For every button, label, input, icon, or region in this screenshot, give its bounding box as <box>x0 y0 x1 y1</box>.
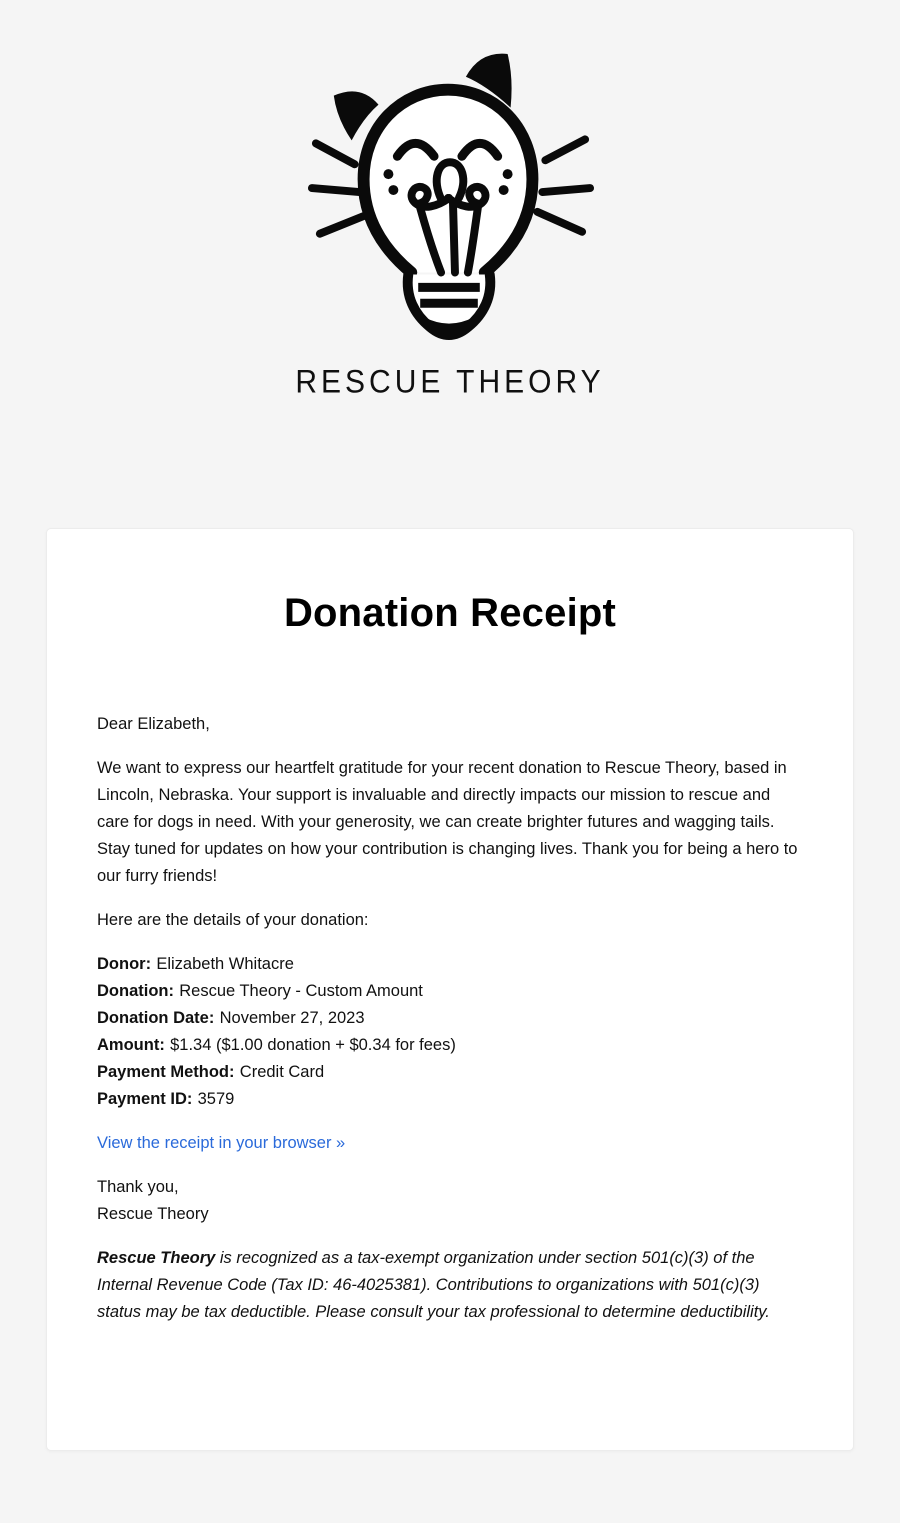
detail-row-donor <box>97 951 803 978</box>
details-intro: Here are the details of your donation: <box>97 911 369 929</box>
detail-value: Credit Card <box>239 1063 325 1081</box>
detail-value: November 27, 2023 <box>219 1009 365 1027</box>
logo-block <box>0 0 900 400</box>
detail-label: Payment Method: <box>97 1063 235 1081</box>
detail-row-payment-method <box>97 1059 803 1086</box>
donation-details <box>97 951 803 1113</box>
detail-label: Amount: <box>97 1036 165 1054</box>
detail-row-donation-date <box>97 1005 803 1032</box>
detail-label: Donor: <box>97 955 152 973</box>
closing <box>97 1174 803 1228</box>
detail-row-donation <box>97 978 803 1005</box>
tax-disclaimer-org-name: Rescue Theory <box>97 1249 216 1267</box>
detail-label: Donation Date: <box>97 1009 215 1027</box>
view-receipt-link[interactable]: View the receipt in your browser » <box>97 1134 346 1152</box>
closing-thank-you: Thank you, <box>97 1178 179 1196</box>
closing-signature: Rescue Theory <box>97 1205 209 1223</box>
greeting: Dear Elizabeth, <box>97 715 210 733</box>
page-title: Donation Receipt <box>283 591 617 635</box>
detail-label: Donation: <box>97 982 174 1000</box>
detail-value: Elizabeth Whitacre <box>156 955 294 973</box>
detail-value: Rescue Theory - Custom Amount <box>179 982 423 1000</box>
detail-value: $1.34 ($1.00 donation + $0.34 for fees) <box>170 1036 456 1054</box>
detail-label: Payment ID: <box>97 1090 193 1108</box>
detail-row-amount <box>97 1032 803 1059</box>
cat-lightbulb-icon <box>304 48 596 344</box>
tax-disclaimer <box>97 1245 803 1326</box>
brand-name: RESCUE THEORY <box>295 364 605 401</box>
gratitude-paragraph: We want to express our heartfelt gratitude for your recent donation to Rescue Theory, based in Lincoln, Nebraska. Your support is invaluable and directly impacts our mission to rescue and care for dogs in need. With your generosity, we can create brighter futures and wagging tails. Stay tuned for updates on how your contribution is changing lives. Thank you for being a hero to our furry friends! <box>97 759 798 885</box>
receipt-card <box>46 528 854 1451</box>
tax-disclaimer-text: is recognized as a tax-exempt organization under section 501(c)(3) of the Internal Revenue Code (Tax ID: 46-4025381). Contributions to organizations with 501(c)(3) status may be tax deductible. Please consult your tax professional to determine deductibility. <box>97 1249 770 1321</box>
detail-row-payment-id <box>97 1086 803 1113</box>
detail-value: 3579 <box>197 1090 235 1108</box>
